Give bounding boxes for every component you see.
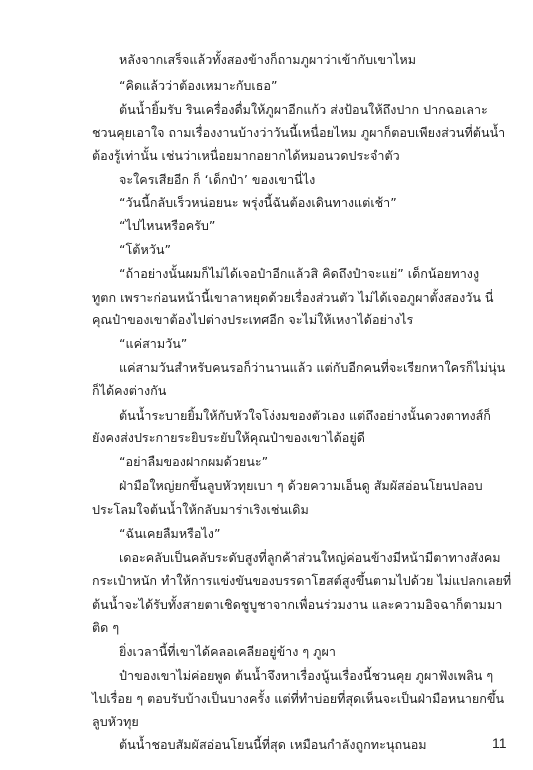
text-line: กระเป๋าหนัก ทำให้การแข่งขันของบรรดาโฮสต์สูงขึ้นตามไปด้วย ไม่แปลกเลยที่: [92, 573, 512, 588]
text-line: “คิดแล้วว่าต้องเหมาะกับเธอ”: [119, 78, 278, 93]
text-line: คุณป๋าของเขาต้องไปต่างประเทศอีก จะไม่ให้เหงาได้อย่างไร: [92, 312, 414, 327]
text-line: หลังจากเสร็จแล้วทั้งสองข้างก็ถามภูผาว่าเข้ากับเขาไหม: [119, 52, 417, 67]
text-line: ลูบหัวทุย: [92, 714, 139, 729]
page-number: 11: [492, 735, 507, 751]
text-line: ไปเรื่อย ๆ ตอบรับบ้างเป็นบางครั้ง แต่ที่ทำบ่อยที่สุดเห็นจะเป็นฝ่ามือหนายกขึ้น: [92, 691, 505, 706]
text-line: ต้องรู้เท่านั้น เช่นว่าเหนื่อยมากอยากได้หมอนวดประจำตัว: [92, 148, 400, 163]
text-line: ชวนคุยเอาใจ ถามเรื่องงานบ้างว่าวันนี้เหนื่อยไหม ภูผาก็ตอบเพียงส่วนที่ต้นน้ำ: [92, 125, 506, 140]
text-line: ฝ่ามือใหญ่ยกขึ้นลูบหัวทุยเบา ๆ ด้วยความเอ็นดู สัมผัสอ่อนโยนปลอบ: [119, 478, 483, 493]
text-line: ก็ได้คงต่างกัน: [92, 383, 167, 398]
text-line: เดอะคลับเป็นคลับระดับสูงที่ลูกค้าส่วนใหญ่ค่อนข้างมีหน้ามีตาทางสังคม: [119, 550, 501, 565]
text-line: จะใครเสียอีก ก็ ‘เด็กป๋า’ ของเขานี่ไง: [119, 172, 316, 187]
text-line: ป๋าของเขาไม่ค่อยพูด ต้นน้ำจึงหาเรื่องนู้นเรื่องนี้ชวนคุย ภูผาฟังเพลิน ๆ: [119, 668, 494, 683]
text-line: ประโลมใจต้นน้ำให้กลับมาร่าเริงเช่นเดิม: [92, 502, 309, 517]
text-line: ต้นน้ำระบายยิ้มให้กับหัวใจโง่งมของตัวเอง แต่ถึงอย่างนั้นดวงตาทงส์ก็: [119, 408, 491, 423]
text-line: ต้นน้ำยิ้มรับ รินเครื่องดื่มให้ภูผาอีกแก้ว ส่งป้อนให้ถึงปาก ปากฉอเลาะ: [119, 102, 488, 117]
text-line: ยิ่งเวลานี้ที่เขาได้คลอเคลียอยู่ข้าง ๆ ภูผา: [119, 644, 336, 659]
text-line: ต้นน้ำชอบสัมผัสอ่อนโยนนี้ที่สุด เหมือนกำลังถูกทะนุถนอม: [119, 737, 427, 752]
text-line: “อย่าลืมของฝากผมด้วยนะ”: [119, 454, 269, 469]
text-line: “แค่สามวัน”: [119, 336, 188, 351]
text-line: “วันนี้กลับเร็วหน่อยนะ พรุ่งนี้ฉันต้องเดินทางแต่เช้า”: [119, 195, 397, 210]
text-line: แค่สามวันสำหรับคนรอก็ว่านานแล้ว แต่กับอีกคนที่จะเรียกหาใครก็ไม่นุ่น: [119, 360, 506, 375]
text-line: ทูตก เพราะก่อนหน้านี้เขาลาหยุดด้วยเรื่องส่วนตัว ไม่ได้เจอภูผาตั้งสองวัน นี่: [92, 290, 494, 305]
text-line: ยังคงส่งประกายระยิบระยับให้คุณป๋าของเขาได้อยู่ดี: [92, 430, 365, 445]
text-line: “ฉันเคยลืมหรือไง”: [119, 526, 221, 541]
text-line: ต้นน้ำจะได้รับทั้งสายตาเชิดชูบูชาจากเพื่อนร่วมงาน และความอิจฉาก็ตามมา: [92, 597, 503, 612]
text-line: “ไปไหนหรือครับ”: [119, 218, 216, 233]
text-line: “ถ้าอย่างนั้นผมก็ไม่ได้เจอป๋าอีกแล้วสิ คิดถึงป๋าจะแย่” เด็กน้อยทางงู: [119, 266, 480, 281]
text-line: ติด ๆ: [92, 620, 120, 635]
text-line: “โต้หวัน”: [119, 242, 171, 257]
